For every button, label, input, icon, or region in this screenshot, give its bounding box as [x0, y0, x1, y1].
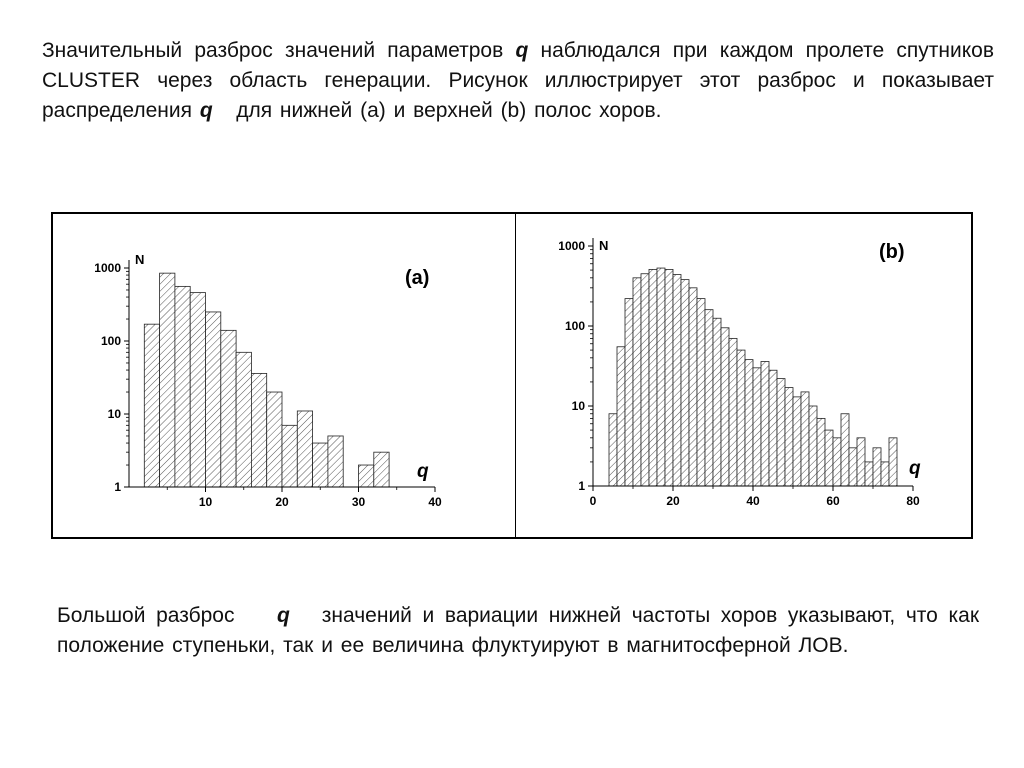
- top-paragraph-part3: для нижней (a) и верхней (b) полос хоров.: [236, 99, 662, 122]
- bar: [160, 273, 175, 487]
- q-symbol: q: [515, 39, 529, 62]
- bar: [697, 299, 705, 486]
- bar: [617, 347, 625, 486]
- bar: [251, 373, 266, 487]
- x-tick-label: 10: [198, 495, 213, 509]
- bar: [641, 274, 649, 486]
- bar: [609, 414, 617, 486]
- bar: [777, 379, 785, 486]
- y-tick-label: 1000: [94, 261, 121, 275]
- panel-label: (a): [405, 267, 430, 289]
- q-symbol-2: q: [199, 99, 213, 122]
- bar: [328, 436, 343, 487]
- bar: [681, 280, 689, 486]
- bar: [144, 324, 159, 487]
- x-tick-label: 80: [906, 494, 920, 508]
- x-tick-label: 60: [826, 494, 840, 508]
- bar: [657, 268, 665, 486]
- bottom-paragraph-part2: значений и вариации нижней частоты хоров указывают, что как положение ступеньки, так и ее величина флуктуируют в магнитосферной ЛОВ.: [57, 604, 980, 657]
- x-tick-label: 40: [428, 495, 442, 509]
- bar: [221, 330, 236, 487]
- figure-frame: [51, 212, 973, 539]
- x-axis-title: q: [417, 461, 429, 482]
- x-tick-label: 30: [351, 495, 366, 509]
- bar: [236, 352, 251, 487]
- bar: [745, 360, 753, 486]
- y-tick-label: 100: [100, 334, 121, 348]
- bar: [374, 452, 389, 487]
- x-tick-label: 20: [275, 495, 289, 509]
- bar: [729, 338, 737, 486]
- x-tick-label: 40: [746, 494, 760, 508]
- bar: [793, 397, 801, 486]
- q-symbol-3: q: [277, 604, 290, 627]
- bar: [297, 411, 312, 487]
- bar: [785, 388, 793, 486]
- bar: [825, 430, 833, 486]
- bar: [633, 278, 641, 486]
- bar: [206, 312, 221, 487]
- y-tick-label: 100: [564, 319, 585, 333]
- y-axis-title: N: [599, 238, 609, 253]
- bar: [833, 438, 841, 486]
- x-axis-title: q: [909, 458, 921, 479]
- bar: [889, 438, 897, 486]
- histogram-b: [517, 214, 973, 537]
- panel-label: (b): [879, 241, 905, 263]
- bar: [873, 448, 881, 486]
- bar: [190, 293, 205, 487]
- bar: [769, 370, 777, 486]
- x-tick-label: 0: [589, 494, 597, 508]
- bar: [625, 299, 633, 486]
- bars: [609, 268, 897, 486]
- y-axis-title: N: [135, 252, 145, 267]
- y-tick-label: 1000: [558, 239, 585, 253]
- bar: [817, 418, 825, 486]
- bar: [801, 392, 809, 486]
- bar: [665, 269, 673, 486]
- bar: [865, 462, 873, 486]
- panel-divider: [515, 214, 516, 537]
- x-tick-label: 20: [666, 494, 680, 508]
- bar: [649, 269, 657, 486]
- top-paragraph: [42, 36, 994, 126]
- bar: [761, 361, 769, 486]
- y-tick-label: 1: [578, 479, 585, 493]
- bar: [721, 328, 729, 486]
- bar: [175, 286, 190, 487]
- top-paragraph-part1: Значительный разброс значений параметров: [42, 39, 504, 62]
- bar: [849, 448, 857, 486]
- y-tick-label: 10: [107, 407, 121, 421]
- histogram-a: [53, 214, 513, 537]
- y-tick-label: 1: [114, 480, 121, 494]
- bar: [689, 288, 697, 486]
- bar: [881, 462, 889, 486]
- bar: [737, 350, 745, 486]
- bar: [753, 368, 761, 486]
- bar: [673, 275, 681, 486]
- top-paragraph-part2: наблюдался при каждом пролете спутников CLUSTER через область генерации. Рисунок иллюстрирует этот разброс и показывает распределения: [42, 39, 994, 122]
- bar: [713, 318, 721, 486]
- y-tick-label: 10: [571, 399, 585, 413]
- bars: [144, 273, 389, 487]
- bar: [267, 392, 282, 487]
- bar: [282, 425, 297, 487]
- bar: [313, 443, 328, 487]
- bar: [841, 414, 849, 486]
- bar: [705, 310, 713, 486]
- bar: [809, 406, 817, 486]
- bar: [857, 438, 865, 486]
- bottom-paragraph: [57, 601, 979, 661]
- bottom-paragraph-part1: Большой разброс: [57, 604, 235, 627]
- bar: [359, 465, 374, 487]
